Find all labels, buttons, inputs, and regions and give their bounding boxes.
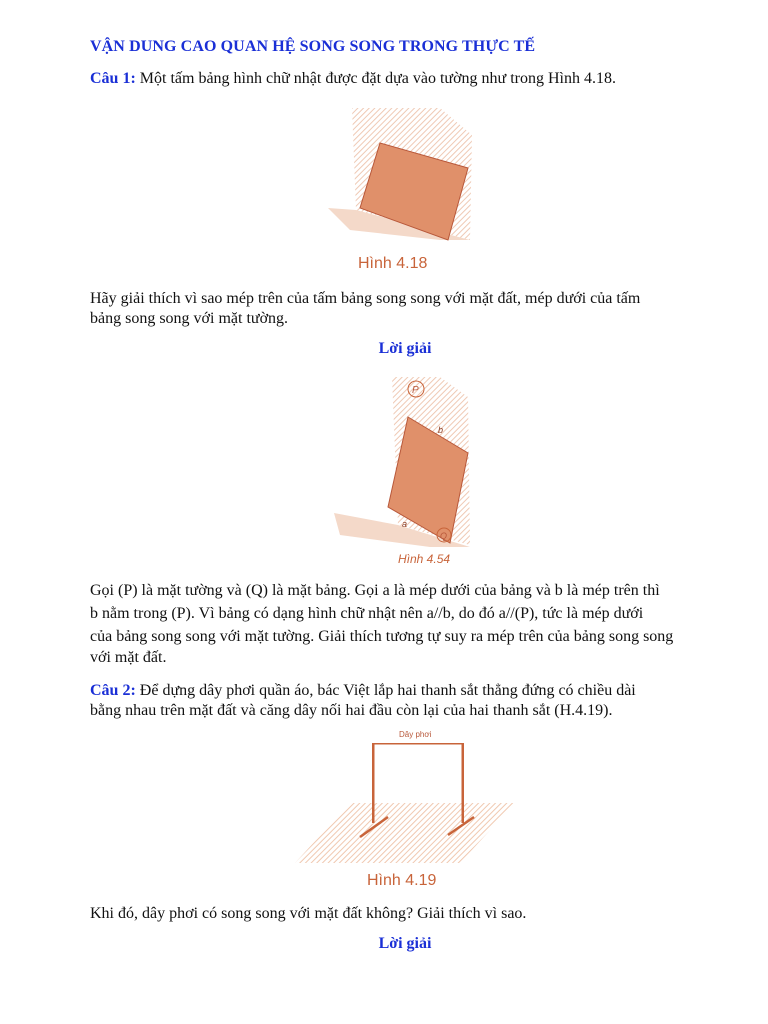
question-1-prompt-line2: bảng song song với mặt tường. xyxy=(90,310,289,327)
solution-1-line4: với mặt đất. xyxy=(90,649,167,666)
clothesline-label: Dây phơi xyxy=(399,730,432,739)
question-1-text: Một tấm bảng hình chữ nhật được đặt dựa vào tường như trong Hình 4.18. xyxy=(135,70,616,87)
question-1-label: Câu 1: xyxy=(90,70,136,87)
figure-4-54 xyxy=(330,375,475,570)
solution-1-line3: của bảng song song với mặt tường. Giải thích tương tự suy ra mép trên của bảng song song xyxy=(90,628,674,645)
left-pole xyxy=(372,743,375,823)
solution-2-label: Lời giải xyxy=(378,935,432,952)
label-p: P xyxy=(412,385,419,396)
question-2-prompt: Khi đó, dây phơi có song song với mặt đất không? Giải thích vì sao. xyxy=(90,905,527,922)
question-1-prompt-line1: Hãy giải thích vì sao mép trên của tấm bảng song song với mặt đất, mép dưới của tấm xyxy=(90,290,641,307)
figure-4-19-caption: Hình 4.19 xyxy=(367,872,437,889)
label-a: a xyxy=(402,519,408,529)
question-2-text: Để dựng dây phơi quần áo, bác Việt lắp hai thanh sắt thẳng đứng có chiều dài xyxy=(135,682,636,699)
question-2-text-line2: bằng nhau trên mặt đất và căng dây nối hai đầu còn lại của hai thanh sắt (H.4.19). xyxy=(90,702,613,719)
figure-4-18-caption: Hình 4.18 xyxy=(358,255,428,272)
ground-plane xyxy=(295,803,515,863)
solution-1-line2: b nằm trong (P). Vì bảng có dạng hình chữ nhật nên a//b, do đó a//(P), tức là mép dưới xyxy=(90,605,644,622)
figure-4-18 xyxy=(320,100,480,275)
question-2-label: Câu 2: xyxy=(90,682,136,699)
figure-4-19 xyxy=(290,725,520,895)
right-pole xyxy=(462,743,465,823)
question-1 xyxy=(90,68,735,89)
page-title: VẬN DUNG CAO QUAN HỆ SONG SONG TRONG THỰC TẾ xyxy=(90,38,536,55)
label-q: Q xyxy=(440,531,448,541)
clothesline xyxy=(372,743,464,745)
figure-4-54-caption: Hình 4.54 xyxy=(398,552,451,566)
solution-1-label: Lời giải xyxy=(378,340,432,357)
label-b: b xyxy=(438,425,444,435)
question-2 xyxy=(90,680,735,701)
solution-1-line1: Gọi (P) là mặt tường và (Q) là mặt bảng. Gọi a là mép dưới của bảng và b là mép trên thì xyxy=(90,582,660,599)
